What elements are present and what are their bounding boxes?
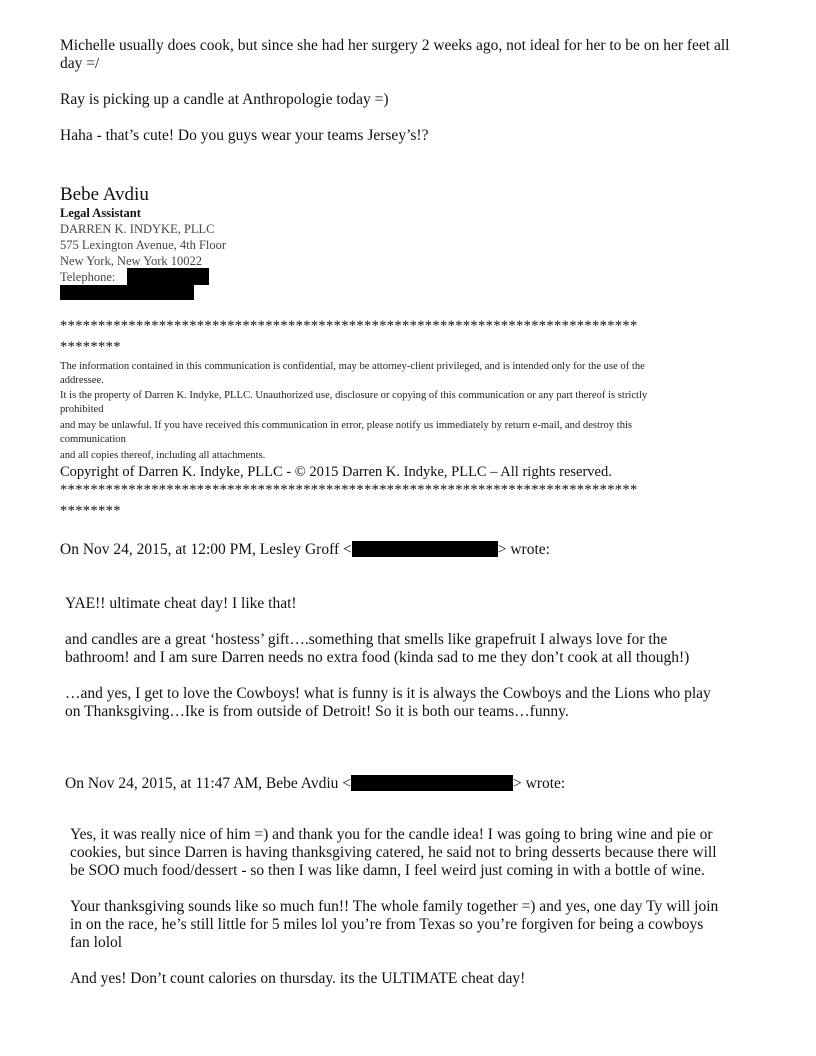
quoted-text-line: on Thanksgiving…Ike is from outside of Detroit! So it is both our teams…funny. [65, 703, 569, 720]
signature-address-line: New York, New York 10022 [60, 254, 203, 268]
disclaimer-separator: **************************************************************************** [60, 482, 638, 498]
disclaimer-line: It is the property of Darren K. Indyke, PLLC. Unauthorized use, disclosure or copying of this communication or any part thereof is strictly [60, 390, 648, 401]
reply-text-line: Michelle usually does cook, but since she had her surgery 2 weeks ago, not ideal for her to be on her feet all [60, 37, 730, 54]
quote-header-suffix: > wrote: [497, 541, 550, 558]
disclaimer-line: addressee. [60, 375, 104, 386]
quoted-text-line: Yes, it was really nice of him =) and thank you for the candle idea! I was going to bring wine and pie or [70, 826, 713, 843]
redaction-block [127, 268, 209, 285]
quoted-text-line: be SOO much food/dessert - so then I was like damn, I feel weird just coming in with a bottle of wine. [70, 862, 705, 879]
disclaimer-line: prohibited [60, 404, 104, 415]
quote-header-prefix: On Nov 24, 2015, at 12:00 PM, Lesley Groff < [60, 541, 352, 558]
reply-text-line: Haha - that’s cute! Do you guys wear your teams Jersey’s!? [60, 127, 429, 144]
signature-address-line: 575 Lexington Avenue, 4th Floor [60, 238, 227, 252]
quote-header [65, 775, 565, 793]
disclaimer-line: and all copies thereof, including all attachments. [60, 450, 266, 461]
disclaimer-line: communication [60, 434, 126, 445]
redaction-block [352, 541, 498, 557]
signature-name: Bebe Avdiu [60, 184, 149, 205]
quoted-text-line: bathroom! and I am sure Darren needs no extra food (kinda sad to me they don’t cook at all though!) [65, 649, 690, 666]
quoted-text-line: And yes! Don’t count calories on thursday. its the ULTIMATE cheat day! [70, 970, 526, 987]
signature-firm: DARREN K. INDYKE, PLLC [60, 222, 215, 236]
quoted-text-line: …and yes, I get to love the Cowboys! what is funny is it is always the Cowboys and the Lions who play [65, 685, 711, 702]
disclaimer-separator: ******** [60, 339, 121, 355]
signature-title: Legal Assistant [60, 206, 141, 220]
disclaimer-line: The information contained in this communication is confidential, may be attorney-client privileged, and is intended only for the use of the [60, 361, 645, 372]
quoted-text-line: YAE!! ultimate cheat day! I like that! [65, 595, 297, 612]
copyright-notice: Copyright of Darren K. Indyke, PLLC - © 2015 Darren K. Indyke, PLLC – All rights reserved. [60, 464, 612, 480]
signature-phone-label: Telephone: [60, 270, 116, 284]
disclaimer-line: and may be unlawful. If you have received this communication in error, please notify us immediately by return e-mail, and destroy this [60, 420, 633, 431]
quoted-text-line: Your thanksgiving sounds like so much fun!! The whole family together =) and yes, one day Ty will join [70, 898, 719, 915]
quoted-text-line: and candles are a great ‘hostess’ gift….something that smells like grapefruit I always love for the [65, 631, 668, 648]
quote-header [60, 541, 550, 559]
quoted-text-line: cookies, but since Darren is having thanksgiving catered, he said not to bring desserts because there will [70, 844, 717, 861]
disclaimer-separator: **************************************************************************** [60, 318, 638, 334]
disclaimer-separator: ******** [60, 503, 121, 519]
quote-header-prefix: On Nov 24, 2015, at 11:47 AM, Bebe Avdiu < [65, 775, 352, 792]
redaction-block [351, 775, 513, 791]
reply-text-line: Ray is picking up a candle at Anthropologie today =) [60, 91, 389, 108]
quoted-text-line: fan lolol [70, 934, 123, 951]
quote-header-suffix: > wrote: [513, 775, 566, 792]
reply-text-line: day =/ [60, 55, 100, 72]
quoted-text-line: in on the race, he’s still little for 5 miles lol you’re from Texas so you’re forgiven for being a cowboys [70, 916, 704, 933]
redaction-block [60, 285, 194, 300]
